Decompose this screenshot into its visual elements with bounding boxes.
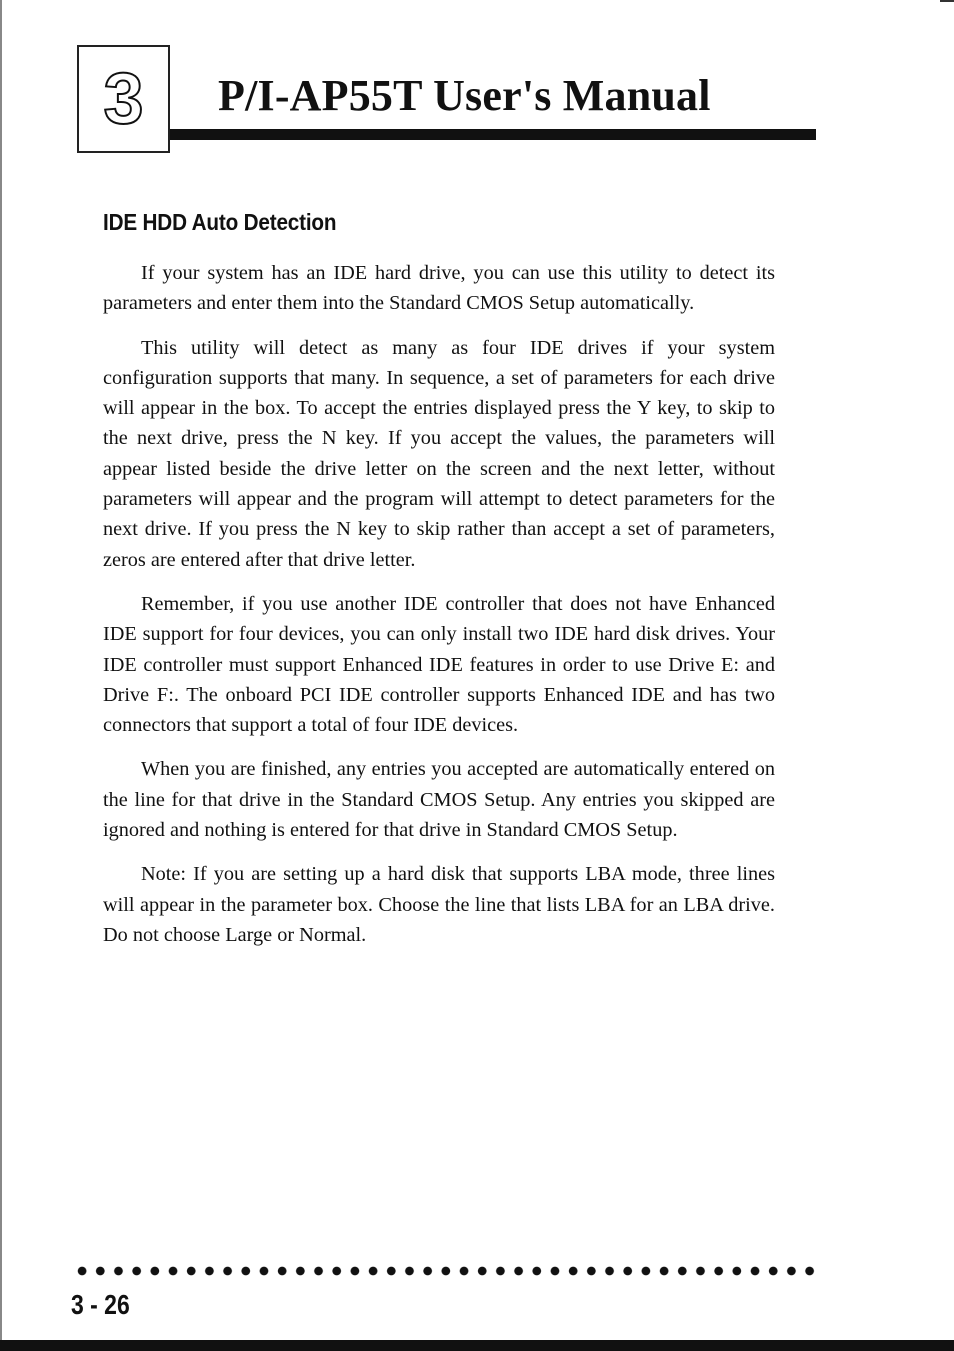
section-body (103, 258, 775, 964)
scan-corner-mark (940, 0, 954, 2)
page-bottom-bar (0, 1340, 954, 1351)
title-underline-rule (170, 129, 816, 140)
page-number: 3 - 26 (71, 1289, 130, 1320)
body-paragraph-1: If your system has an IDE hard drive, you can use this utility to detect its parameters and enter them into the Standard CMOS Setup automatically. (103, 262, 775, 315)
chapter-number: 3 (103, 59, 144, 139)
body-paragraph-3: Remember, if you use another IDE controller that does not have Enhanced IDE support for four devices, you can only install two IDE hard disk drives. Your IDE controller must support Enhanced IDE features in order to use Drive E: and Drive F:. The onboard PCI IDE controller supports Enhanced IDE and has two connectors that support a total of four IDE devices. (103, 592, 775, 737)
manual-title: P/I-AP55T User's Manual (218, 71, 711, 120)
section-heading: IDE HDD Auto Detection (103, 209, 337, 235)
body-paragraph-2: This utility will detect as many as four IDE drives if your system configuration supports that many. In sequence, a set of parameters for each drive will appear in the box. To accept the entries displayed press the Y key, to skip to the next drive, press the N key. If you accept the values, the parameters will appear listed beside the drive letter on the screen and the next letter, without parameters will appear and the program will attempt to detect parameters for the next drive. If you press the N key to skip rather than accept a set of parameters, zeros are entered after that drive letter. (103, 336, 775, 571)
body-paragraph-4: When you are finished, any entries you accepted are automatically entered on the line for that drive in the Standard CMOS Setup. Any entries you skipped are ignored and nothing is entered for that drive in Standard CMOS Setup. (103, 758, 775, 842)
footer-dotted-rule (73, 1265, 821, 1277)
body-paragraph-5: Note: If you are setting up a hard disk that supports LBA mode, three lines will appear in the parameter box. Choose the line that lists LBA for an LBA drive. Do not choose Large or Normal. (103, 863, 775, 946)
chapter-number-box (77, 45, 170, 153)
page-left-edge (0, 0, 2, 1351)
